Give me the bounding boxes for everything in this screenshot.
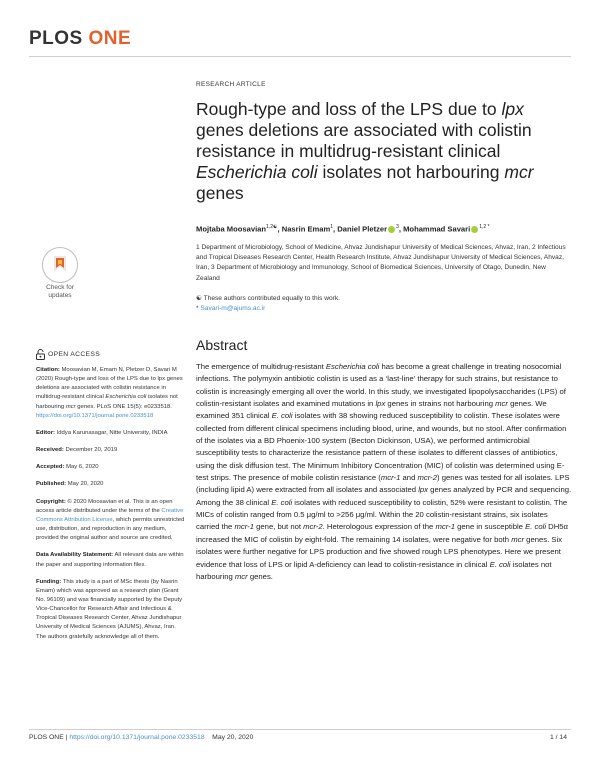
copyright-block: Copyright: © 2020 Moosavian et al. This is an open access article distributed under the terms of the Creative Commons Attribution License, which permits unrestricted use, distribution, and reproduction in any medium, provided the original author and source are credited. xyxy=(36,498,185,542)
corresponding-email: * Savari-m@ajums.ac.ir xyxy=(196,305,266,313)
logo-one: ONE xyxy=(88,28,132,49)
author-name[interactable]: Mohammad Savari xyxy=(403,224,471,234)
check-for-updates-badge[interactable] xyxy=(36,247,84,303)
data-availability-block: Data Availability Statement: All relevant data are within the paper and supporting information files. xyxy=(36,552,184,568)
page-number: 1 / 14 xyxy=(549,734,567,741)
abstract-body: The emergence of multidrug-resistant Escherichia coli has become a great challenge in treating nosocomial infections. The polymyxin antibiotic colistin is used as a ‘last-line’ therapy for such strains, but resistance to colistin is increasingly emerging all over the world. In this study, we investigated lipopolysaccharides (LPS) of colistin-resistant isolates and examined mutations in lpx genes in strains not harbouring mcr genes. We examined 351 clinical E. coli isolates with 38 showing reduced susceptibility to colistin. These isolates were collected from different clinical specimens including blood, urine, and wounds, but no stool. After confirmation of the isolates via a BD Phoenix-100 system (Becton Dickinson, USA), we performed antimicrobial susceptibility tests to characterize the resistance pattern of these isolates to different classes of antibiotics, using the disk diffusion test. The Minimum Inhibitory Concentration (MIC) of colistin was determined using E-test strips. The presence of mobile colistin resistance (mcr-1 and mcr-2) genes was tested for all isolates. LPS (including lipid A) were extracted from all isolates and associated lpx genes analyzed by PCR and sequencing. Among the 38 clinical E. coli isolates with reduced susceptibility to colistin, 52% were resistant to colistin. The MICs of colistin ranged from 0.5 μg/ml to >256 μg/ml. Within the 20 colistin-resistant strains, six isolates carried the mcr-1 gene, but not mcr-2. Heterologous expression of the mcr-1 gene in susceptible E. coli DH5α increased the MIC of colistin by eight-fold. The remaining 14 isolates, were negative for both mcr genes. Six isolates were further negative for LPS production and five showed rough LPS phenotypes. Here we present evidence that loss of LPS or lipid A-deficiency can lead to colistin-resistance in clinical E. coli isolates not harbouring mcr genes. xyxy=(196,362,572,581)
bookmark-icon xyxy=(53,256,67,272)
author-list: Mojtaba Moosavian$^{1,2☯}$, Nasrin Emam$^1$, Daniel Pletzer $^3$, Mohammad Savari $^{1,2 *}$ xyxy=(196,224,490,234)
author-name[interactable]: Mojtaba Moosavian xyxy=(196,224,267,234)
footer-divider xyxy=(29,729,571,730)
accepted-date: Accepted: May 6, 2020 xyxy=(36,464,99,471)
footer-date: May 20, 2020 xyxy=(212,734,254,741)
open-access-label: OPEN ACCESS xyxy=(36,349,100,360)
footer-journal: PLOS ONE xyxy=(29,734,64,741)
orcid-icon[interactable] xyxy=(471,226,478,233)
received-date: Received: December 20, 2019 xyxy=(36,447,118,454)
page-footer: PLOS ONE | https://doi.org/10.1371/journal.pone.0233518 May 20, 2020 1 / 14 xyxy=(29,734,567,741)
editor-block: Editor: Iddya Karunasagar, Nitte University, INDIA xyxy=(36,429,168,436)
orcid-icon[interactable] xyxy=(388,226,395,233)
author-notes xyxy=(196,294,570,314)
license-link[interactable]: Creative Commons Attribution License xyxy=(36,507,184,523)
journal-logo[interactable] xyxy=(29,28,131,50)
footer-doi-link[interactable]: https://doi.org/10.1371/journal.pone.0233518 xyxy=(69,734,205,741)
header-divider xyxy=(29,56,571,57)
equal-contribution-note: ☯ These authors contributed equally to this work. xyxy=(196,295,340,302)
badge-label: Check for updates xyxy=(46,284,74,299)
badge-ring xyxy=(42,247,78,283)
citation-doi-link[interactable]: https://doi.org/10.1371/journal.pone.0233518 xyxy=(36,412,154,419)
logo-plos: PLOS xyxy=(29,28,83,49)
article-title: Rough-type and loss of the LPS due to lpx genes deletions are associated with colistin resistance in multidrug-resistant clinical Escherichia coli isolates not harbouring mcr genes xyxy=(196,99,534,203)
author-name[interactable]: Daniel Pletzer xyxy=(337,224,388,234)
open-lock-icon xyxy=(36,349,45,360)
article-type: RESEARCH ARTICLE xyxy=(196,81,266,88)
citation-block: Citation: Moosavian M, Emam N, Pletzer D, Savari M (2020) Rough-type and loss of the LPS due to lpx genes deletions are associated with colistin resistance in multidrug-resistant clinical Escherichia coli isolates not harbouring mcr genes. PLoS ONE 15(5): e0233518. https://doi.org/10.1371/journal.pone.0233518 xyxy=(36,367,183,419)
funding-block: Funding: This study is a part of MSc thesis (by Nasrin Emam) which was approved as a research plan (Grant No. 96109) and was financially supported by the Deputy Vice-Chancellor for Research Affair and Infectious & Tropical Diseases Research Center, Ahvaz Jundishapur University of Medical Sciences (AJUMS), Ahvaz, Iran. The authors gratefully acknowledge all of them. xyxy=(36,578,183,640)
affiliations: 1 Department of Microbiology, School of Medicine, Ahvaz Jundishapur University of Medical Sciences, Ahvaz, Iran, 2 Infectious and Tropical Diseases Research Center, Health Research Institute, Ahvaz Jundishapur University of Medical Sciences, Ahvaz, Iran, 3 Department of Microbiology and Immunology, School of Biomedical Sciences, University of Otago, Dunedin, New Zealand xyxy=(196,244,566,282)
author-name[interactable]: Nasrin Emam xyxy=(281,224,331,234)
email-link[interactable]: Savari-m@ajums.ac.ir xyxy=(200,305,266,313)
published-date: Published: May 20, 2020 xyxy=(36,481,104,488)
article-info-sidebar xyxy=(36,366,186,650)
abstract-heading: Abstract xyxy=(196,337,248,353)
